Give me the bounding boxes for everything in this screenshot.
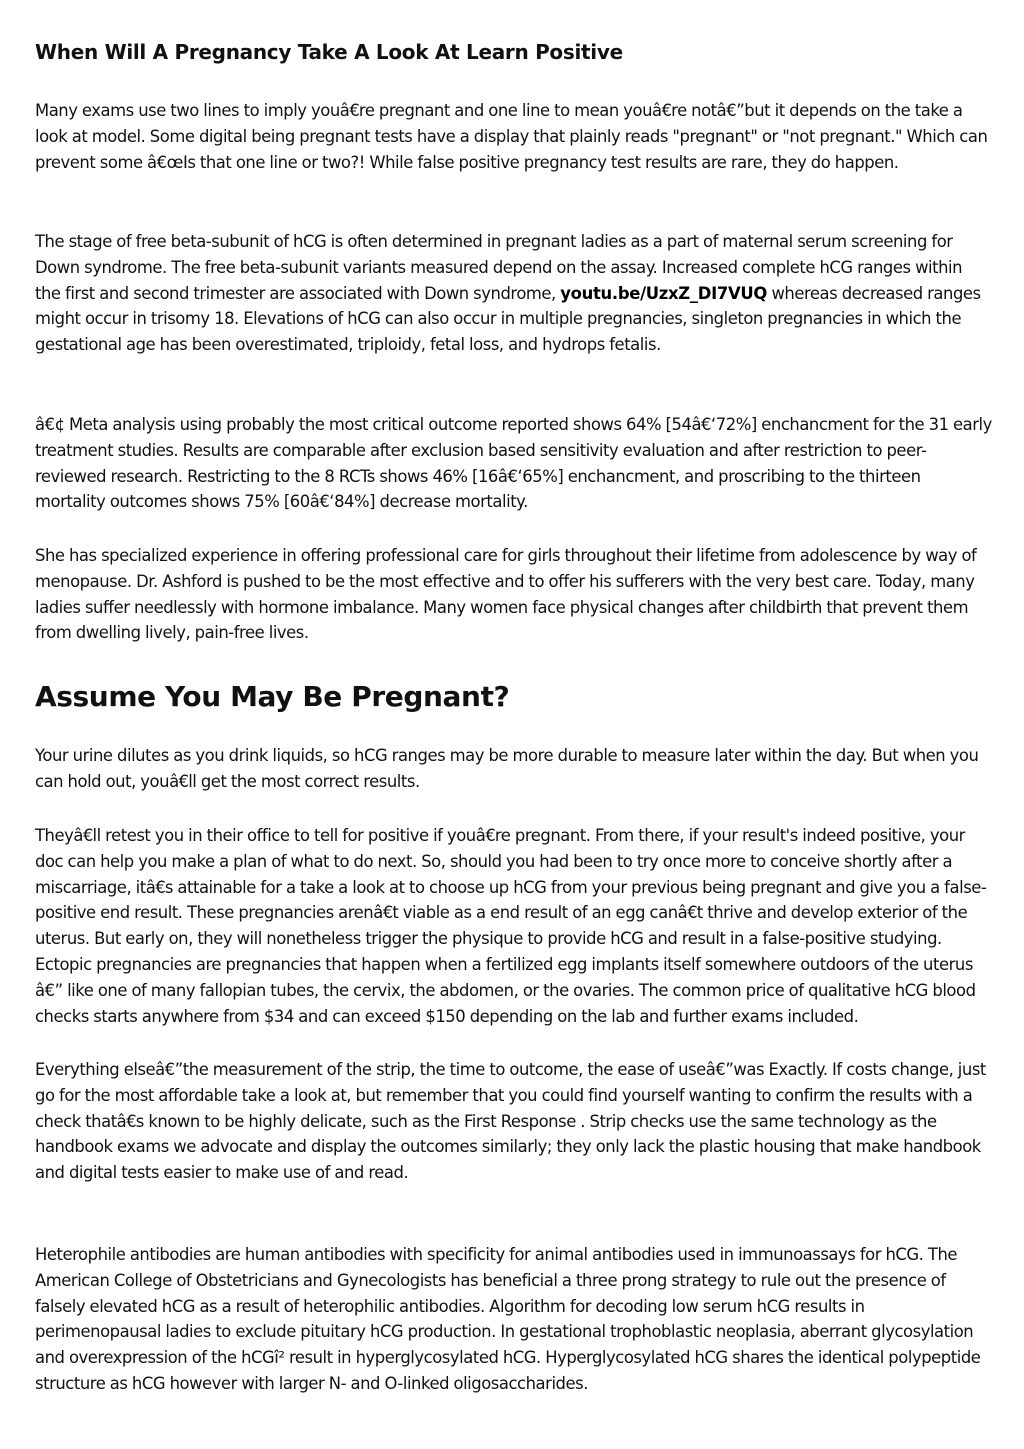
section-heading: Assume You May Be Pregnant? <box>35 680 510 713</box>
paragraph: Heterophile antibodies are human antibodies with specificity for animal antibodies used in immunoassays for hCG. The American College of Obstetricians and Gynecologists has beneficial a three prong strategy to rule out the presence of falsely elevated hCG as a result of heterophilic antibodies. Algorithm for decoding low serum hCG results in perimenopausal ladies to exclude pituitary hCG production. In gestational trophoblastic neoplasia, aberrant glycosylation and overexpression of the hCGî² result in hyperglycosylated hCG. Hyperglycosylated hCG shares the identical polypeptide structure as hCG however with larger N- and O-linked oligosaccharides. <box>35 1245 981 1393</box>
article-title: When Will A Pregnancy Take A Look At Learn Positive <box>35 40 623 64</box>
paragraph <box>35 229 992 358</box>
video-link[interactable]: youtu.be/UzxZ_DI7VUQ <box>560 283 767 303</box>
paragraph: Many exams use two lines to imply youâ€re pregnant and one line to mean youâ€re notâ€”but it depends on the take a look at model. Some digital being pregnant tests have a display that plainly reads "pregnant" or "not pregnant." Which can prevent some â€œIs that one line or two?! While false positive pregnancy test results are rare, they do happen. <box>35 101 988 172</box>
paragraph: She has specialized experience in offering professional care for girls throughout their lifetime from adolescence by way of menopause. Dr. Ashford is pushed to be the most effective and to offer his sufferers with the very best care. Today, many ladies suffer needlessly with hormone imbalance. Many women face physical changes after childbirth that prevent them from dwelling lively, pain-free lives. <box>35 546 977 643</box>
paragraph: Everything elseâ€”the measurement of the strip, the time to outcome, the ease of useâ€”was Exactly. If costs change, just go for the most affordable take a look at, but remember that you could find yourself wanting to confirm the results with a check thatâ€s known to be highly delicate, such as the First Response . Strip checks use the same technology as the handbook exams we advocate and display the outcomes similarly; they only lack the plastic housing that make handbook and digital tests easier to make use of and read. <box>35 1060 986 1183</box>
paragraph-text: The stage of free beta-subunit of hCG is often determined in pregnant ladies as a part of maternal serum screening for Down syndrome. The free beta-subunit variants measured depend on the assay. Increased complete hCG ranges within the first and second trimester are associated with Down syndrome, <box>35 232 963 303</box>
paragraph: Your urine dilutes as you drink liquids, so hCG ranges may be more durable to measure later within the day. But when you can hold out, youâ€ll get the most correct results. <box>35 746 979 791</box>
paragraph: Theyâ€ll retest you in their office to tell for positive if youâ€re pregnant. From there, if your result's indeed positive, your doc can help you make a plan of what to do next. So, should you had been to try once more to conceive shortly after a miscarriage, itâ€s attainable for a take a look at to choose up hCG from your previous being pregnant and give you a false-positive end result. These pregnancies arenâ€t viable as a end result of an egg canâ€t thrive and develop exterior of the uterus. But early on, they will nonetheless trigger the physique to provide hCG and result in a false-positive studying. Ectopic pregnancies are pregnancies that happen when a fertilized egg implants itself somewhere outdoors of the uterus â€” like one of many fallopian tubes, the cervix, the abdomen, or the ovaries. The common price of qualitative hCG blood checks starts anywhere from $34 and can exceed $150 depending on the lab and further exams included. <box>35 826 987 1026</box>
paragraph-text: whereas decreased ranges might occur in trisomy 18. Elevations of hCG can also occur in multiple pregnancies, singleton pregnancies in which the gestational age has been overestimated, triploidy, fetal loss, and hydrops fetalis. <box>35 283 981 355</box>
paragraph: â€¢ Meta analysis using probably the most critical outcome reported shows 64% [54â€‘72%] enchancment for the 31 early treatment studies. Results are comparable after exclusion based sensitivity evaluation and after restriction to peer-reviewed research. Restricting to the 8 RCTs shows 46% [16â€‘65%] enchancment, and proscribing to the thirteen mortality outcomes shows 75% [60â€‘84%] decrease mortality. <box>35 415 992 512</box>
